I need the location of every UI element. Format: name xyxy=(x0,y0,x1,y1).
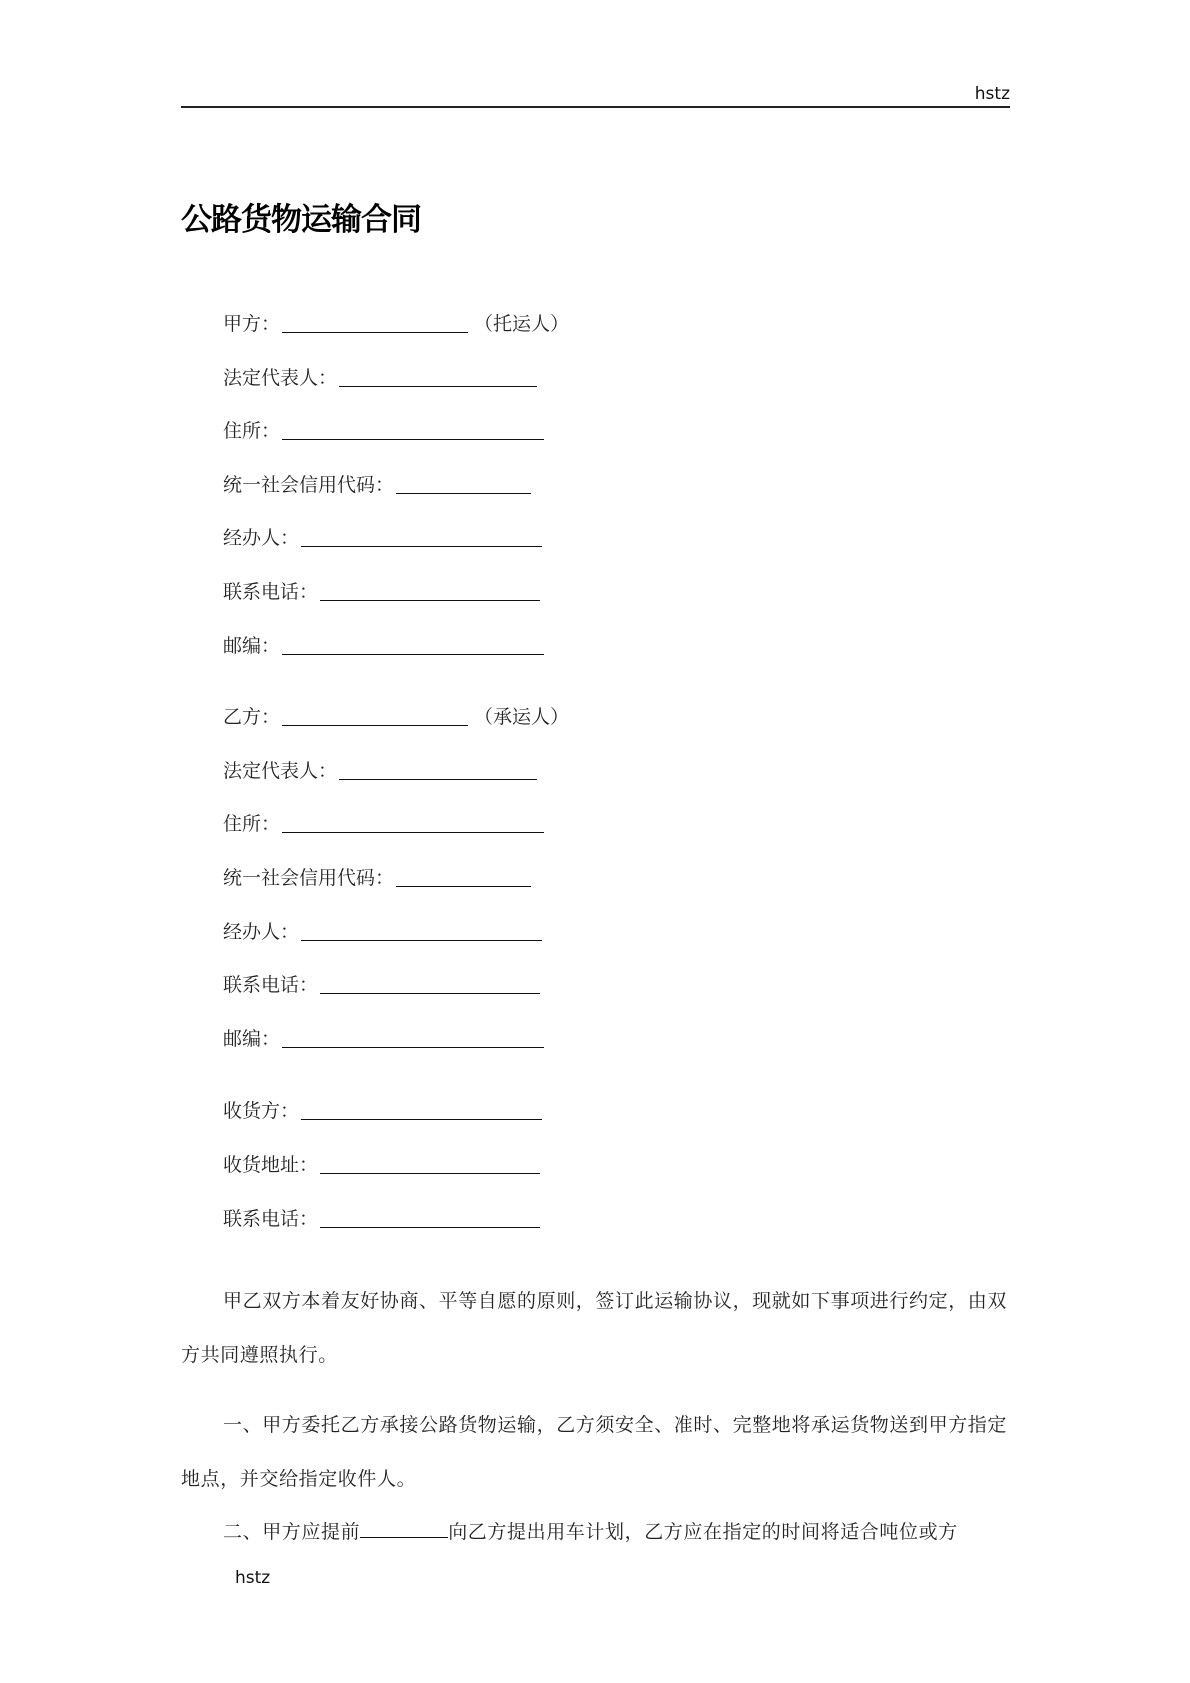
party-a-agent-row xyxy=(223,526,823,580)
clause-1-text: 一、甲方委托乙方承接公路货物运输，乙方须安全、准时、完整地将承运货物送到甲方指定地点，并交给指定收件人。 xyxy=(181,1414,1008,1490)
field-label: 联系电话： xyxy=(223,1207,319,1230)
section-gap xyxy=(223,687,823,705)
party-a-credit-code-row xyxy=(223,473,823,527)
field-label: 住所： xyxy=(223,420,281,443)
field-label: 收货方： xyxy=(223,1100,300,1123)
party-info-form xyxy=(223,312,823,1260)
party-b-address-blank[interactable] xyxy=(282,812,544,833)
party-b-phone-row xyxy=(223,973,823,1027)
consignee-address-row xyxy=(223,1153,823,1207)
party-b-legal-rep-row xyxy=(223,759,823,813)
field-label: 经办人： xyxy=(223,527,300,550)
field-label: 统一社会信用代码： xyxy=(223,473,395,496)
party-b-phone-blank[interactable] xyxy=(320,973,540,994)
party-a-legal-rep-blank[interactable] xyxy=(339,366,537,387)
party-b-credit-code-row xyxy=(223,866,823,920)
party-b-address-row xyxy=(223,812,823,866)
party-a-address-row xyxy=(223,419,823,473)
role-note: （承运人） xyxy=(474,706,570,729)
field-label: 经办人： xyxy=(223,920,300,943)
party-b-agent-row xyxy=(223,920,823,974)
field-label: 统一社会信用代码： xyxy=(223,866,395,889)
party-b-postcode-blank[interactable] xyxy=(282,1027,544,1048)
party-a-address-blank[interactable] xyxy=(282,419,544,440)
party-a-legal-rep-row xyxy=(223,366,823,420)
party-b-credit-code-blank[interactable] xyxy=(396,866,531,887)
field-label: 联系电话： xyxy=(223,580,319,603)
field-label: 乙方： xyxy=(223,706,281,729)
party-a-agent-blank[interactable] xyxy=(301,526,542,547)
party-b-name-row xyxy=(223,705,823,759)
party-a-name-row xyxy=(223,312,823,366)
header-divider xyxy=(181,106,1010,108)
consignee-name-blank[interactable] xyxy=(301,1099,542,1120)
party-a-phone-blank[interactable] xyxy=(320,580,540,601)
clause-2-text-after: 向乙方提出用车计划，乙方应在指定的时间将适合吨位或方 xyxy=(448,1521,958,1543)
field-label: 收货地址： xyxy=(223,1153,319,1176)
clause-1-paragraph xyxy=(181,1399,1023,1506)
field-label: 甲方： xyxy=(223,313,281,335)
consignee-address-blank[interactable] xyxy=(320,1153,540,1174)
intro-paragraph xyxy=(181,1275,1023,1382)
party-a-phone-row xyxy=(223,580,823,634)
field-label: 邮编： xyxy=(223,1027,281,1050)
party-b-agent-blank[interactable] xyxy=(301,920,542,941)
party-a-postcode-row xyxy=(223,634,823,688)
party-a-name-blank[interactable] xyxy=(282,312,468,333)
field-label: 法定代表人： xyxy=(223,759,338,782)
role-note: （托运人） xyxy=(474,313,570,335)
clause-2-paragraph xyxy=(181,1506,1023,1560)
intro-text: 甲乙双方本着友好协商、平等自愿的原则，签订此运输协议，现就如下事项进行约定，由双方共同遵照执行。 xyxy=(181,1290,1008,1366)
party-a-credit-code-blank[interactable] xyxy=(396,473,531,494)
consignee-phone-blank[interactable] xyxy=(320,1207,540,1228)
consignee-name-row xyxy=(223,1099,823,1153)
party-b-legal-rep-blank[interactable] xyxy=(339,759,537,780)
party-b-name-blank[interactable] xyxy=(282,705,468,726)
advance-notice-blank[interactable] xyxy=(360,1517,448,1538)
page-footer: hstz xyxy=(235,1568,271,1588)
section-gap xyxy=(223,1080,823,1099)
field-label: 住所： xyxy=(223,813,281,836)
field-label: 邮编： xyxy=(223,634,281,657)
party-b-postcode-row xyxy=(223,1027,823,1081)
consignee-phone-row xyxy=(223,1207,823,1261)
field-label: 联系电话： xyxy=(223,974,319,997)
field-label: 法定代表人： xyxy=(223,366,338,389)
clause-2-text-before: 二、甲方应提前 xyxy=(223,1521,361,1543)
party-a-postcode-blank[interactable] xyxy=(282,634,544,655)
page-header: hstz xyxy=(974,84,1010,104)
document-title: 公路货物运输合同 xyxy=(181,202,421,238)
